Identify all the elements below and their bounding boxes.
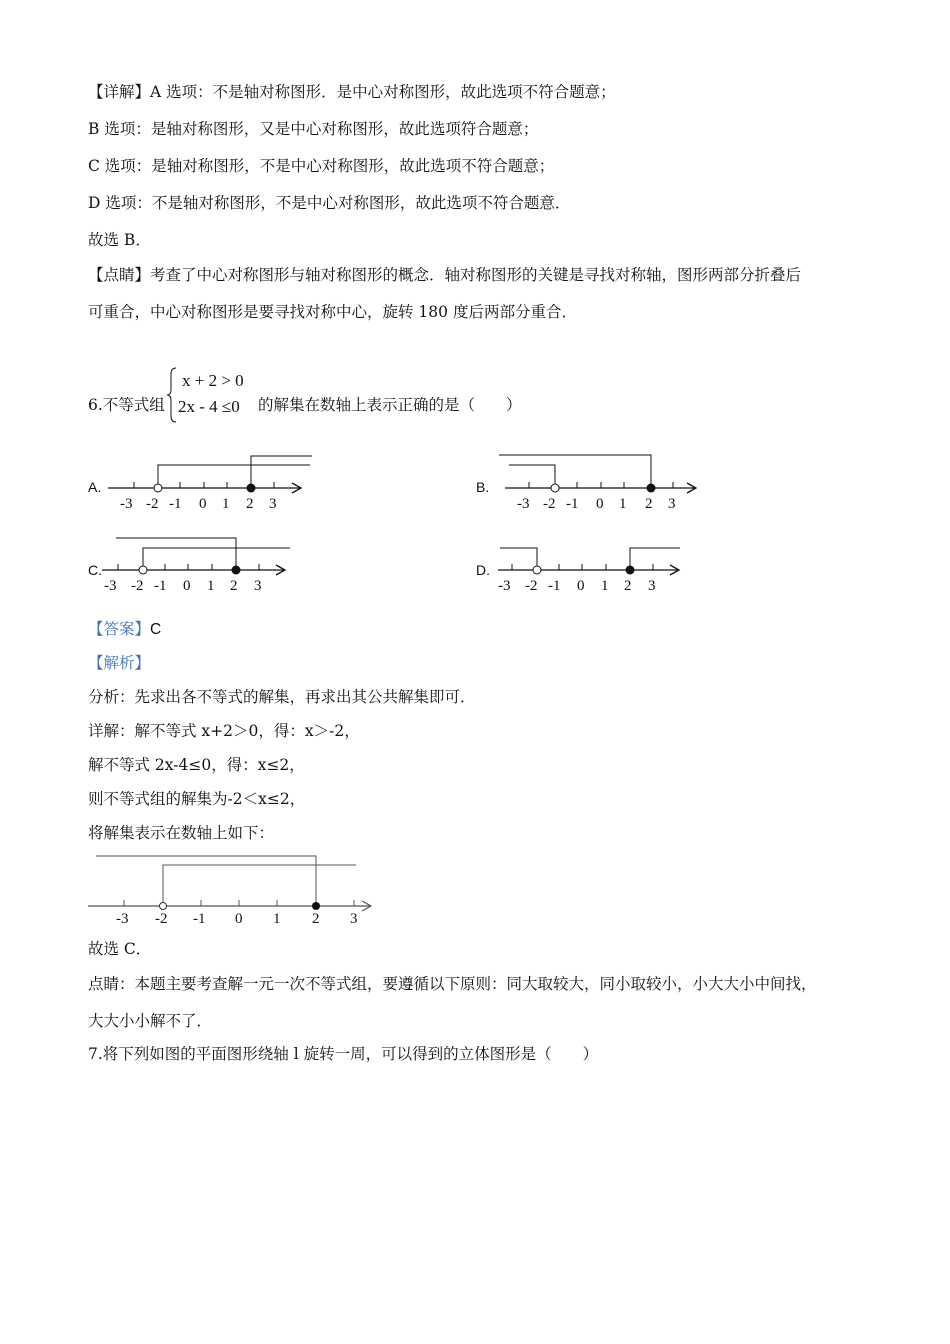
tick-label: 0 — [199, 496, 207, 512]
detail-tag: 【详解】 — [88, 83, 151, 101]
tick-label: 0 — [577, 578, 585, 594]
tick-label: -2 — [146, 496, 159, 512]
tick-label: -2 — [155, 911, 168, 927]
tick-label: -3 — [498, 578, 511, 594]
tick-label: 2 — [230, 578, 238, 594]
open-point — [533, 566, 541, 574]
solution-ray-2 — [116, 538, 236, 570]
tick-label: -2 — [131, 578, 144, 594]
solid-point — [312, 902, 320, 910]
tick-label: -1 — [154, 578, 167, 594]
analysis-step-2: 详解：解不等式 x+2＞0，得：x＞-2， — [88, 722, 360, 740]
detail-a-text: A 选项：不是轴对称图形．是中心对称图形，故此选项不符合题意； — [150, 83, 616, 101]
inequality-2: 2x - 4 ≤0 — [178, 397, 240, 416]
tick-label: 3 — [269, 496, 277, 512]
tick-label: 2 — [312, 911, 320, 927]
solid-point — [247, 484, 256, 493]
question6-prefix: 6.不等式组 — [88, 396, 165, 414]
tick-label: -3 — [104, 578, 117, 594]
solid-point — [626, 566, 635, 575]
tick-label: 0 — [596, 496, 604, 512]
tick-label: 2 — [246, 496, 254, 512]
tip-line-1: 点睛：本题主要考查解一元一次不等式组，要遵循以下原则：同大取较大，同小取较小，小大大小中间找， — [88, 975, 817, 993]
option-b-label: B. — [476, 479, 490, 495]
analysis-tag: 【解析】 — [88, 654, 151, 672]
tick-label: -2 — [543, 496, 556, 512]
solution-ray-2 — [251, 456, 312, 488]
analysis-step-5: 将解集表示在数轴上如下： — [88, 824, 275, 842]
comment-text-1: 考查了中心对称图形与轴对称图形的概念．轴对称图形的关键是寻找对称轴，图形两部分折叠后 — [150, 266, 802, 284]
analysis-step-4: 则不等式组的解集为-2＜x≤2， — [88, 790, 306, 808]
option-d-number-line — [492, 532, 692, 596]
tick-label: -1 — [566, 496, 579, 512]
open-point — [160, 903, 167, 910]
tick-label: -1 — [193, 911, 206, 927]
tick-label: 1 — [273, 911, 281, 927]
answer-value: C — [150, 621, 162, 638]
answer-line — [88, 619, 161, 640]
tick-label: 2 — [645, 496, 653, 512]
option-c-label: C. — [88, 562, 102, 578]
open-point — [154, 484, 162, 492]
tick-label: -3 — [517, 496, 530, 512]
tick-label: 0 — [183, 578, 191, 594]
detail-c-line: C 选项：是轴对称图形，不是中心对称图形，故此选项不符合题意； — [88, 157, 555, 175]
tick-label: -3 — [120, 496, 133, 512]
analysis-step-1: 分析：先求出各不等式的解集，再求出其公共解集即可． — [88, 688, 476, 706]
solution-number-line — [86, 850, 376, 930]
option-a-label: A. — [88, 479, 102, 495]
tick-label: -2 — [525, 578, 538, 594]
tick-label: 2 — [624, 578, 632, 594]
detail-a-line — [88, 82, 616, 102]
detail-d-line: D 选项：不是轴对称图形，不是中心对称图形，故此选项不符合题意． — [88, 194, 571, 212]
detail-b-line: B 选项：是轴对称图形，又是中心对称图形，故此选项符合题意； — [88, 120, 539, 138]
solution-ray-2 — [499, 455, 651, 488]
tick-label: 1 — [601, 578, 609, 594]
inequality-system — [174, 368, 244, 420]
solution-ray-1 — [163, 865, 356, 906]
tick-label: -1 — [548, 578, 561, 594]
tick-label: 1 — [619, 496, 627, 512]
tick-label: 0 — [235, 911, 243, 927]
solid-point — [232, 566, 241, 575]
open-point — [139, 566, 147, 574]
conclusion-c: 故选 C． — [88, 940, 152, 958]
open-point — [551, 484, 559, 492]
solution-ray-2 — [96, 856, 316, 906]
tick-label: 3 — [668, 496, 676, 512]
option-a-number-line — [100, 450, 320, 514]
solution-ray-1 — [500, 548, 537, 570]
conclusion-b: 故选 B． — [88, 231, 151, 249]
inequality-1: x + 2 > 0 — [182, 371, 244, 390]
tick-label: -1 — [169, 496, 182, 512]
comment-line-1 — [88, 265, 801, 285]
tick-label: 3 — [254, 578, 262, 594]
tick-label: 1 — [207, 578, 215, 594]
option-b-number-line — [497, 450, 707, 514]
solution-ray-1 — [509, 465, 555, 488]
question7-text: 7.将下列如图的平面图形绕轴 l 旋转一周，可以得到的立体图形是（ ） — [88, 1045, 599, 1063]
solid-point — [647, 484, 656, 493]
analysis-step-3: 解不等式 2x-4≤0，得：x≤2， — [88, 756, 305, 774]
tick-label: 3 — [350, 911, 358, 927]
option-d-label: D. — [476, 562, 490, 578]
tip-line-2: 大大小小解不了． — [88, 1012, 213, 1030]
solution-ray-1 — [158, 465, 310, 488]
tick-label: -3 — [116, 911, 129, 927]
question6-suffix: 的解集在数轴上表示正确的是（ ） — [258, 396, 522, 414]
option-c-number-line — [98, 532, 298, 596]
tick-label: 1 — [222, 496, 230, 512]
tick-label: 3 — [648, 578, 656, 594]
comment-tag: 【点睛】 — [88, 266, 151, 284]
comment-line-2: 可重合，中心对称图形是要寻找对称中心，旋转 180 度后两部分重合． — [88, 303, 577, 321]
answer-tag: 【答案】 — [88, 620, 151, 638]
